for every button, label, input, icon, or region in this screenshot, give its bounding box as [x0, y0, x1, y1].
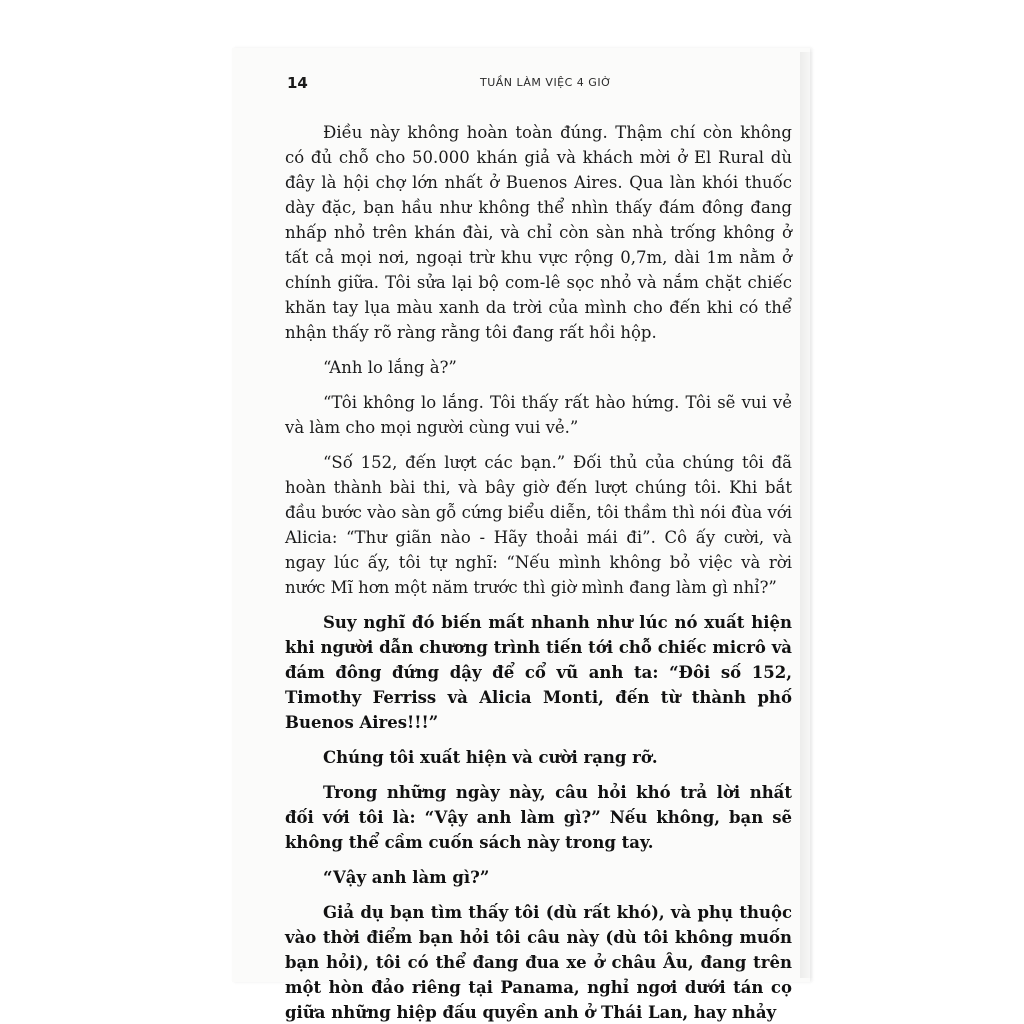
page-number: 14	[287, 74, 308, 92]
body-text	[285, 120, 792, 1024]
paragraph: Điều này không hoàn toàn đúng. Thậm chí còn không có đủ chỗ cho 50.000 khán giả và khách mời ở El Rural dù đây là hội chợ lớn nhất ở Buenos Aires. Qua làn khói thuốc dày đặc, bạn hầu như không thể nhìn thấy đám đông đang nhấp nhỏ trên khán đài, và chỉ còn sàn nhà trống không ở tất cả mọi nơi, ngoại trừ khu vực rộng 0,7m, dài 1m nằm ở chính giữa. Tôi sửa lại bộ com-lê sọc nhỏ và nắm chặt chiếc khăn tay lụa màu xanh da trời của mình cho đến khi có thể nhận thấy rõ ràng rằng tôi đang rất hồi hộp.	[285, 123, 792, 342]
paragraph: Suy nghĩ đó biến mất nhanh như lúc nó xuất hiện khi người dẫn chương trình tiến tới chỗ chiếc micrô và đám đông đứng dậy để cổ vũ anh ta: “Đôi số 152, Timothy Ferriss và Alicia Monti, đến từ thành phố Buenos Aires!!!”	[285, 613, 792, 732]
paragraph: Chúng tôi xuất hiện và cười rạng rỡ.	[323, 748, 658, 767]
paragraph: “Vậy anh làm gì?”	[323, 868, 490, 887]
paragraph: Trong những ngày này, câu hỏi khó trả lời nhất đối với tôi là: “Vậy anh làm gì?” Nếu không, bạn sẽ không thể cầm cuốn sách này trong tay.	[285, 783, 792, 852]
paragraph: “Anh lo lắng à?”	[323, 358, 457, 377]
paragraph: “Tôi không lo lắng. Tôi thấy rất hào hứng. Tôi sẽ vui vẻ và làm cho mọi người cùng vui vẻ.”	[285, 393, 792, 437]
paragraph: “Số 152, đến lượt các bạn.” Đối thủ của chúng tôi đã hoàn thành bài thi, và bây giờ đến lượt chúng tôi. Khi bắt đầu bước vào sàn gỗ cứng biểu diễn, tôi thầm thì nói đùa với Alicia: “Thư giãn nào - Hãy thoải mái đi”. Cô ấy cười, và ngay lúc ấy, tôi tự nghĩ: “Nếu mình không bỏ việc và rời nước Mĩ hơn một năm trước thì giờ mình đang làm gì nhỉ?”	[285, 453, 792, 597]
page-edge-shadow	[800, 52, 814, 978]
paragraph: Giả dụ bạn tìm thấy tôi (dù rất khó), và phụ thuộc vào thời điểm bạn hỏi tôi câu này (dù tôi không muốn bạn hỏi), tôi có thể đang đua xe ở châu Âu, đang trên một hòn đảo riêng tại Panama, nghỉ ngơi dưới tán cọ giữa những hiệp đấu quyền anh ở Thái Lan, hay nhảy	[285, 903, 792, 1022]
running-title: TUẦN LÀM VIỆC 4 GIỜ	[480, 76, 612, 89]
